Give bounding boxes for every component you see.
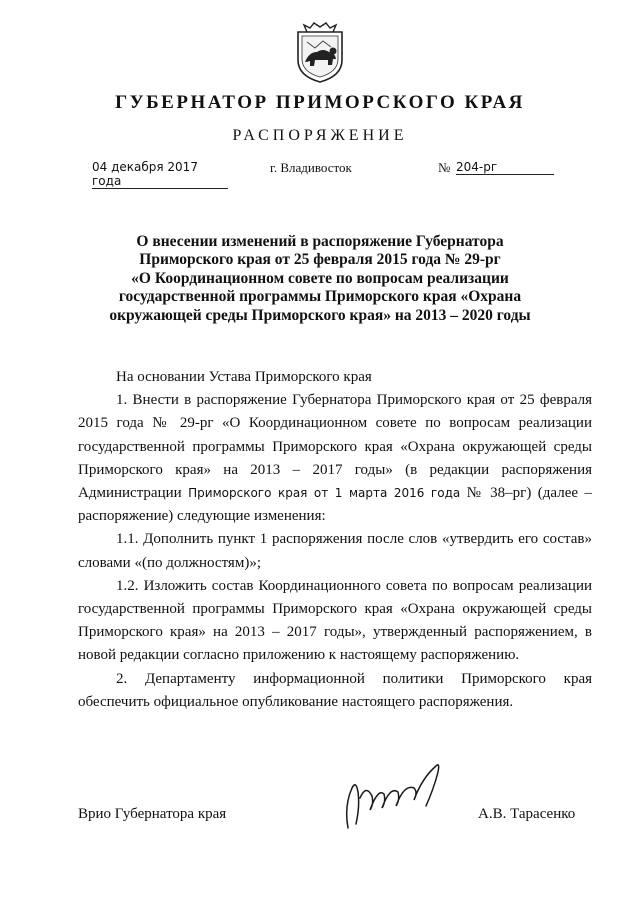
handwritten-insertion: Приморского края от 1 марта 2016 года: [188, 486, 461, 501]
paragraph-1-text: 1. Внести в распоряжение Губернатора Приморского края от 25 февраля 2015 года № 29-рг «О Координационном совете по вопросам реализации государственной программы Приморского края «Охрана окружающей среды Приморского края» на 2013 – 2017 годы» (в редакции распоряжения Администрации: [78, 392, 592, 502]
authority-heading: ГУБЕРНАТОР ПРИМОРСКОГО КРАЯ: [115, 92, 525, 113]
document-body: [78, 366, 592, 714]
paragraph-1: [78, 389, 592, 528]
handwritten-signature: [340, 758, 450, 836]
title-line: государственной программы Приморского края «Охрана: [118, 288, 522, 306]
title-line: «О Координационном совете по вопросам реализации: [131, 269, 509, 287]
number-sign: №: [438, 160, 451, 175]
document-title: [80, 233, 560, 325]
title-line: Приморского края от 25 февраля 2015 года № 29-рг: [139, 251, 501, 269]
paragraph-2: 2. Департаменту информационной политики Приморского края обеспечить официальное опубликование настоящего распоряжения.: [78, 670, 592, 710]
coat-of-arms-icon: [293, 22, 347, 84]
document-date: 04 декабря 2017 года: [92, 160, 228, 189]
document-number: 204-рг: [456, 160, 554, 175]
document-type: РАСПОРЯЖЕНИЕ: [232, 127, 408, 144]
paragraph-1-2: 1.2. Изложить состав Координационного совета по вопросам реализации государственной программы Приморского края «Охрана окружающей среды Приморского края» на 2013 – 2017 годы», утвержденный распоряжением, в новой редакции согласно приложению к настоящему распоряжению.: [78, 577, 592, 664]
document-city: г. Владивосток: [270, 160, 352, 175]
signatory-name: А.В. Тарасенко: [478, 806, 576, 822]
title-line: О внесении изменений в распоряжение Губернатора: [136, 233, 504, 250]
signatory-position: Врио Губернатора края: [78, 806, 227, 822]
title-line: окружающей среды Приморского края» на 2013 – 2020 годы: [109, 306, 531, 324]
paragraph-1-end: № 38–рг) (далее – распоряжение) следующие изменения:: [78, 485, 592, 525]
paragraph-1-1: 1.1. Дополнить пункт 1 распоряжения после слов «утвердить его состав» словами «(по должностям)»;: [78, 531, 592, 571]
basis-paragraph: На основании Устава Приморского края: [116, 369, 372, 385]
